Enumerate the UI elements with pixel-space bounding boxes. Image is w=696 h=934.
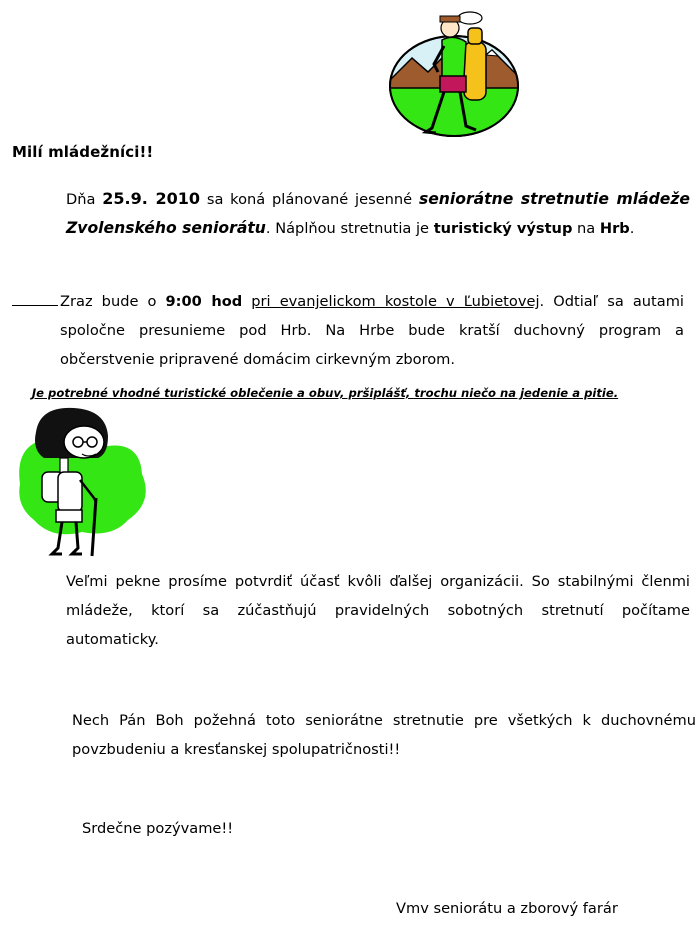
walker-illustration xyxy=(12,402,156,562)
invitation-text: Srdečne pozývame!! xyxy=(82,820,234,837)
signature-text: Vmv seniorátu a zborový farár xyxy=(396,900,618,917)
place-name: Hrb xyxy=(599,220,630,237)
meeting-location: pri evanjelickom kostole v Ľubietovej xyxy=(251,293,540,310)
paragraph-meeting: Zraz bude o 9:00 hod pri evanjelickom kostole v Ľubietovej. Odtiaľ sa autami spoločne presunieme pod Hrb. Na Hrbe bude kratší duchovný program a občerstvenie pripravené domácim cirkevným zborom. xyxy=(12,287,684,374)
paragraph-event: Dňa 25.9. 2010 sa koná plánované jesenné seniorátne stretnutie mládeže Zvolenského seniorátu. Náplňou stretnutia je turistický výstup na Hrb. xyxy=(66,189,691,237)
backpack xyxy=(464,42,486,100)
leading-underline xyxy=(12,289,58,306)
hiker-torso xyxy=(442,37,466,78)
greeting-heading: Milí mládežníci!! xyxy=(12,143,154,161)
grass xyxy=(384,88,534,148)
hiker-shorts xyxy=(440,76,466,92)
equipment-notice: Je potrebné vhodné turistické oblečenie a obuv, pršiplášť, trochu niečo na jedenie a pitie. xyxy=(31,386,619,400)
paragraph-confirmation: Veľmi pekne prosíme potvrdiť účasť kvôli ďalšej organizácii. So stabilnými členmi mládeže, ktorí sa zúčastňujú pravidelných sobotných stretnutí počítame automaticky. xyxy=(66,573,690,648)
event-name: seniorátne stretnutie mládeže Zvolenského seniorátu xyxy=(66,190,691,237)
hiker-illustration xyxy=(384,2,534,140)
paragraph-blessing: Nech Pán Boh požehná toto seniorátne stretnutie pre všetkých k duchovnému povzbudeniu a kresťanskej spolupatričnosti!! xyxy=(72,712,696,758)
activity-name: turistický výstup xyxy=(433,220,573,237)
meeting-time: 9:00 hod xyxy=(165,293,243,310)
event-date: 25.9. 2010 xyxy=(102,189,201,208)
